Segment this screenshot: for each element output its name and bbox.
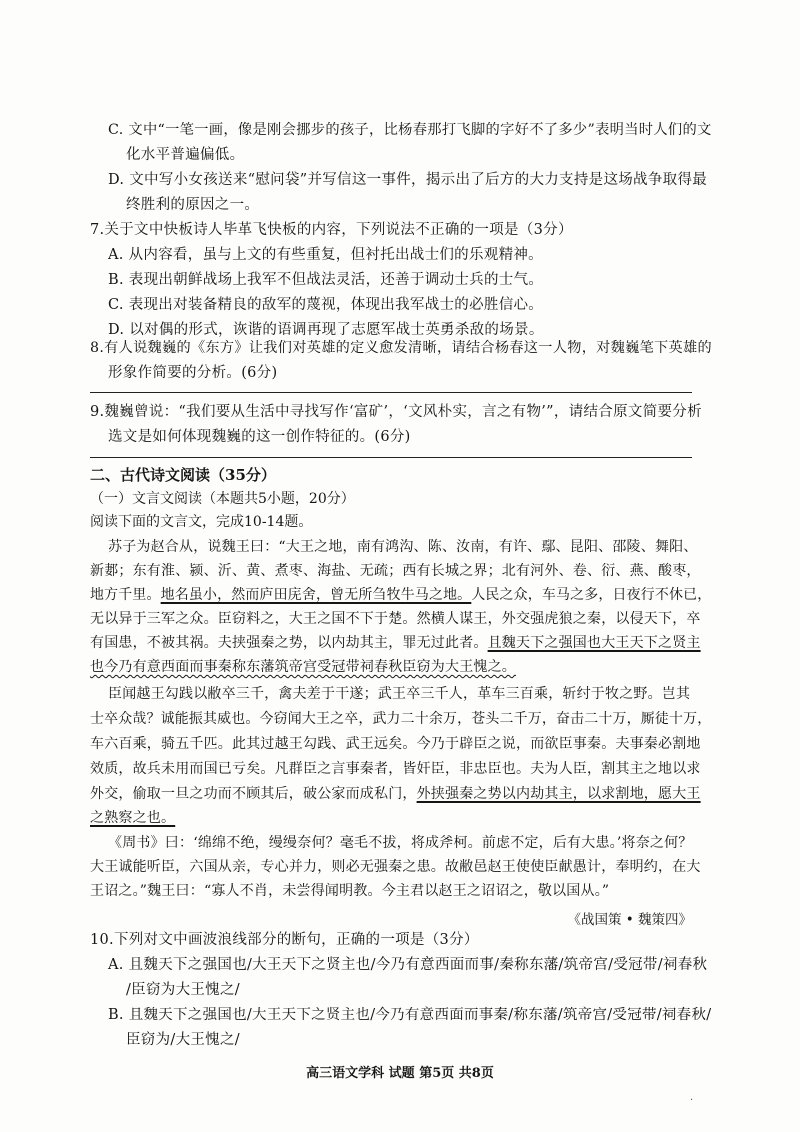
q7-option-b: B. 表现出朝鲜战场上我军不但战法灵活，还善于调动士兵的士气。 bbox=[108, 272, 544, 288]
passage-p2-line3: 车六百乘，骑五千匹。此其过越王勾践、武王远矣。今乃于辟臣之说，而欲臣事秦。夫事秦必割地 bbox=[90, 736, 701, 752]
q7-option-c: C. 表现出对装备精良的敌军的蔑视，体现出我军战士的必胜信心。 bbox=[108, 297, 544, 313]
passage-p1-line3a: 地方千里。 bbox=[90, 587, 161, 603]
passage-p2-line1: 臣闻越王勾践以敝卒三千，禽夫差于干遂；武王卒三千人，革车三百乘，斩纣于牧之野。岂其 bbox=[108, 686, 691, 702]
q8-stem-line2: 形象作简要的分析。(6分) bbox=[108, 365, 278, 381]
passage-p2-line6 bbox=[90, 808, 175, 828]
q7-option-d: D. 以对偶的形式，诙谐的语调再现了志愿军战士英勇杀敌的场景。 bbox=[108, 322, 544, 338]
section2-subtitle: （一）文言文阅读（本题共5小题，20分） bbox=[90, 491, 355, 507]
passage-underlined-2-end: 之熟察之也。 bbox=[90, 810, 176, 826]
passage-p1-line2: 新郪；东有淮、颍、沂、黄、煮枣、海盐、无疏；西有长城之界；北有河外、卷、衍、燕、酸枣， bbox=[90, 563, 701, 579]
q9-stem-line2: 选文是如何体现魏巍的这一创作特征的。(6分) bbox=[108, 429, 411, 445]
passage-p2-line5 bbox=[90, 784, 701, 804]
passage-p2-line4: 效质，故兵未用而国已亏矣。凡群臣之言事秦者，皆奸臣，非忠臣也。夫为人臣，割其主之地以求 bbox=[90, 761, 701, 777]
passage-underlined-2: 外挟强秦之势以内劫其主，以求割地，愿大王 bbox=[416, 786, 701, 802]
passage-wavy-start: 且魏天下之强国也大王天下之贤主 bbox=[487, 635, 701, 651]
passage-p3-line3: 王诏之。”魏王曰：“寡人不肖，未尝得闻明教。今主君以赵王之诏诏之，敬以国从。” bbox=[90, 883, 610, 899]
passage-p1-line5 bbox=[90, 633, 701, 653]
page-footer: 高三语文学科 试题 第5页 共8页 bbox=[306, 1066, 494, 1081]
q10-stem: 10.下列对文中画波浪线部分的断句，正确的一项是（3分） bbox=[90, 932, 479, 948]
passage-p1-line3c: 人民之众，车马之多，日夜行不休已， bbox=[471, 587, 712, 603]
q10-option-a-line2: /臣窃为大王愧之/ bbox=[126, 982, 240, 998]
q6-option-c-line2: 化水平普遍偏低。 bbox=[126, 147, 245, 163]
passage-underlined-1: 地名虽小，然而庐田庑舍，曾无所刍牧牛马之地。 bbox=[160, 587, 472, 603]
passage-p1-line5a: 有国患，不被其祸。夫挟强秦之势，以内劫其主，罪无过此者。 bbox=[90, 635, 488, 651]
q6-option-c-line1: C. 文中“一笔一画，像是刚会挪步的孩子，比杨春那打飞脚的字好不了多少”表明当时人们的文 bbox=[108, 122, 712, 138]
q7-stem: 7.关于文中快板诗人毕革飞快板的内容，下列说法不正确的一项是（3分） bbox=[90, 222, 573, 238]
q8-stem-line1: 8.有人说魏巍的《东方》让我们对英雄的定义愈发清晰，请结合杨春这一人物，对魏巍笔下英雄的 bbox=[90, 340, 712, 356]
passage-p3-line2: 大王诚能听臣，六国从亲，专心并力，则必无强秦之患。故敝邑赵王使使臣献愚计，奉明约，在大 bbox=[90, 859, 701, 875]
passage-p1-line1: 苏子为赵合从，说魏王曰：“大王之地，南有鸿沟、陈、汝南，有许、鄢、昆阳、邵陵、舞阳、 bbox=[108, 539, 698, 555]
passage-source: 《战国策 • 魏策四》 bbox=[567, 912, 692, 928]
section2-instruction: 阅读下面的文言文，完成10-14题。 bbox=[90, 514, 313, 530]
passage-p1-line4: 无以异于三军之众。臣窃料之，大王之国不下于楚。然横人谋王，外交强虎狼之秦，以侵天下，卒 bbox=[90, 611, 701, 627]
passage-p1-line3 bbox=[90, 585, 711, 605]
passage-p2-line2: 士卒众哉？诚能振其威也。今窃闻大王之卒，武力二十余万，苍头二千万，奋击二十万，厮徒十万， bbox=[90, 711, 712, 727]
q8-answer-line bbox=[90, 392, 692, 393]
corner-mark: · bbox=[690, 1095, 694, 1106]
passage-p1-line6 bbox=[90, 657, 516, 677]
q9-stem-line1: 9.魏巍曾说：“我们要从生活中寻找写作‘富矿’，‘文风朴实，言之有物’”，请结合原文简要分析 bbox=[90, 404, 702, 420]
q10-option-a-line1: A. 且魏天下之强国也/大王天下之贤主也/今乃有意西面而事/秦称东藩/筑帝宫/受冠带/祠春秋 bbox=[108, 957, 708, 973]
q9-answer-line bbox=[90, 457, 692, 458]
q10-option-b-line2: 臣窃为/大王愧之/ bbox=[126, 1032, 240, 1048]
section2-title: 二、古代诗文阅读（35分） bbox=[90, 466, 276, 484]
q7-option-a: A. 从内容看，虽与上文的有些重复，但衬托出战士们的乐观精神。 bbox=[108, 247, 543, 263]
q6-option-d-line1: D. 文中写小女孩送来“慰问袋”并写信这一事件，揭示出了后方的大力支持是这场战争取得最 bbox=[108, 172, 708, 188]
passage-p2-line5a: 外交，偷取一旦之功而不顾其后，破公家而成私门， bbox=[90, 786, 417, 802]
passage-wavy-segment: 也今乃有意西面而事秦称东藩筑帝宫受冠带祠春秋臣窃为大王愧之。 bbox=[90, 659, 516, 675]
passage-p3-line1: 《周书》曰：‘绵绵不绝，缦缦奈何？毫毛不拔，将成斧柯。前虑不定，后有大患。’将奈之何？ bbox=[108, 835, 693, 851]
q6-option-d-line2: 终胜利的原因之一。 bbox=[126, 197, 260, 213]
q10-option-b-line1: B. 且魏天下之强国也/大王天下之贤主也/今乃有意西面而事秦/称东藩/筑帝宫/受冠带/祠春秋/ bbox=[108, 1007, 712, 1023]
